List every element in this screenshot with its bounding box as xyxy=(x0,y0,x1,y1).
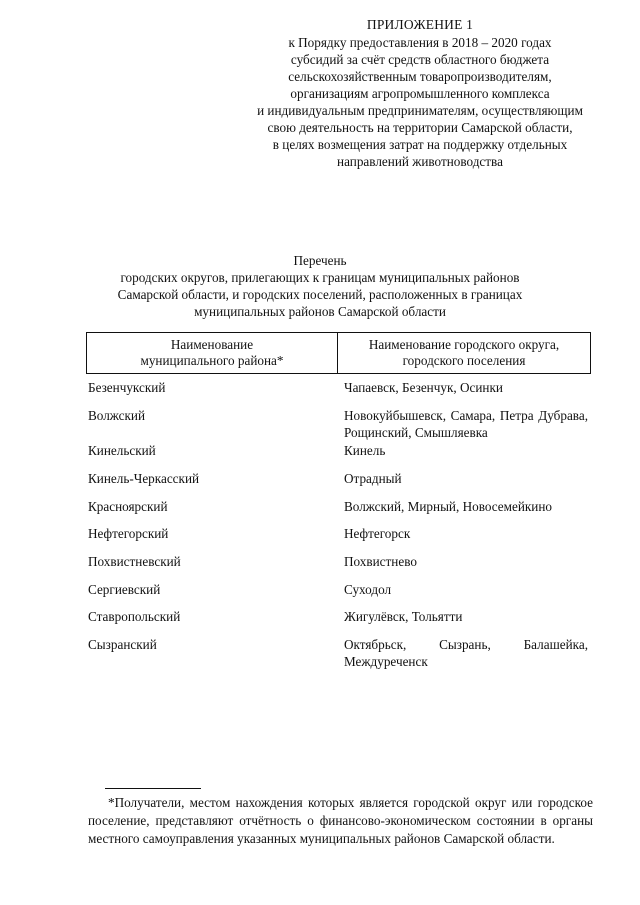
appendix-title: ПРИЛОЖЕНИЕ 1 xyxy=(366,17,474,32)
city-list: Суходол xyxy=(344,582,392,597)
district-name: Сергиевский xyxy=(88,582,161,597)
city-list: Нефтегорск xyxy=(344,526,411,541)
table-row xyxy=(88,608,588,636)
table-row xyxy=(88,498,588,525)
appendix-line: и индивидуальным предпринимателям, осуществляющим xyxy=(257,103,583,118)
table-body xyxy=(88,379,588,672)
city-list: Октябрьск, Сызрань, Балашейка, Междуреченск xyxy=(344,637,588,669)
table-row xyxy=(88,470,588,498)
list-heading xyxy=(60,252,580,320)
city-list: Новокуйбышевск, Самара, Петра Дубрава, Рощинский, Смышляевка xyxy=(344,408,588,440)
appendix-description xyxy=(225,34,615,170)
table-row xyxy=(88,525,588,553)
appendix-block xyxy=(225,16,615,170)
header-district xyxy=(87,333,338,373)
header-cities-line: Наименование городского округа, xyxy=(368,337,560,352)
city-list: Отрадный xyxy=(344,471,402,486)
table-row xyxy=(88,407,588,442)
appendix-line: направлений животноводства xyxy=(337,154,503,169)
appendix-line: в целях возмещения затрат на поддержку отдельных xyxy=(272,137,568,152)
city-list: Чапаевск, Безенчук, Осинки xyxy=(344,380,503,395)
list-subtitle-line: городских округов, прилегающих к границам муниципальных районов xyxy=(120,270,520,285)
header-district-line: Наименование xyxy=(170,337,254,352)
city-list: Кинель xyxy=(344,443,386,458)
city-list: Похвистнево xyxy=(344,554,417,569)
district-name: Кинельский xyxy=(88,443,156,458)
appendix-line: субсидий за счёт средств областного бюджета xyxy=(290,52,550,67)
district-name: Красноярский xyxy=(88,499,168,514)
district-name: Ставропольский xyxy=(88,609,181,624)
district-name: Волжский xyxy=(88,408,146,423)
city-list: Жигулёвск, Тольятти xyxy=(344,609,463,624)
table-row xyxy=(88,442,588,470)
district-name: Кинель-Черкасский xyxy=(88,471,200,486)
district-name: Похвистневский xyxy=(88,554,181,569)
district-name: Сызранский xyxy=(88,637,157,652)
appendix-line: организациям агропромышленного комплекса xyxy=(290,86,550,101)
city-list: Волжский, Мирный, Новосемейкино xyxy=(344,499,552,514)
header-cities xyxy=(338,333,590,373)
header-district-line: муниципального района* xyxy=(140,353,284,368)
list-subtitle-line: Самарской области, и городских поселений, расположенных в границах xyxy=(117,287,523,302)
table-row xyxy=(88,581,588,608)
list-title: Перечень xyxy=(293,253,347,268)
district-name: Нефтегорский xyxy=(88,526,169,541)
appendix-line: сельскохозяйственным товаропроизводителям, xyxy=(288,69,552,84)
header-cities-line: городского поселения xyxy=(402,353,526,368)
district-name: Безенчукский xyxy=(88,380,166,395)
table-header xyxy=(86,332,591,374)
footnote-divider xyxy=(105,788,201,789)
appendix-line: свою деятельность на территории Самарской области, xyxy=(267,120,573,135)
appendix-line: к Порядку предоставления в 2018 – 2020 годах xyxy=(288,35,552,50)
list-subtitle-line: муниципальных районов Самарской области xyxy=(194,304,446,319)
table-row xyxy=(88,553,588,581)
footnote-text: *Получатели, местом нахождения которых является городской округ или городское поселение, представляют отчётность о финансово-экономическом состоянии в органы местного самоуправления указанных муниципальных районов Самарской области. xyxy=(88,795,593,846)
table-row xyxy=(88,379,588,407)
table-row xyxy=(88,636,588,672)
